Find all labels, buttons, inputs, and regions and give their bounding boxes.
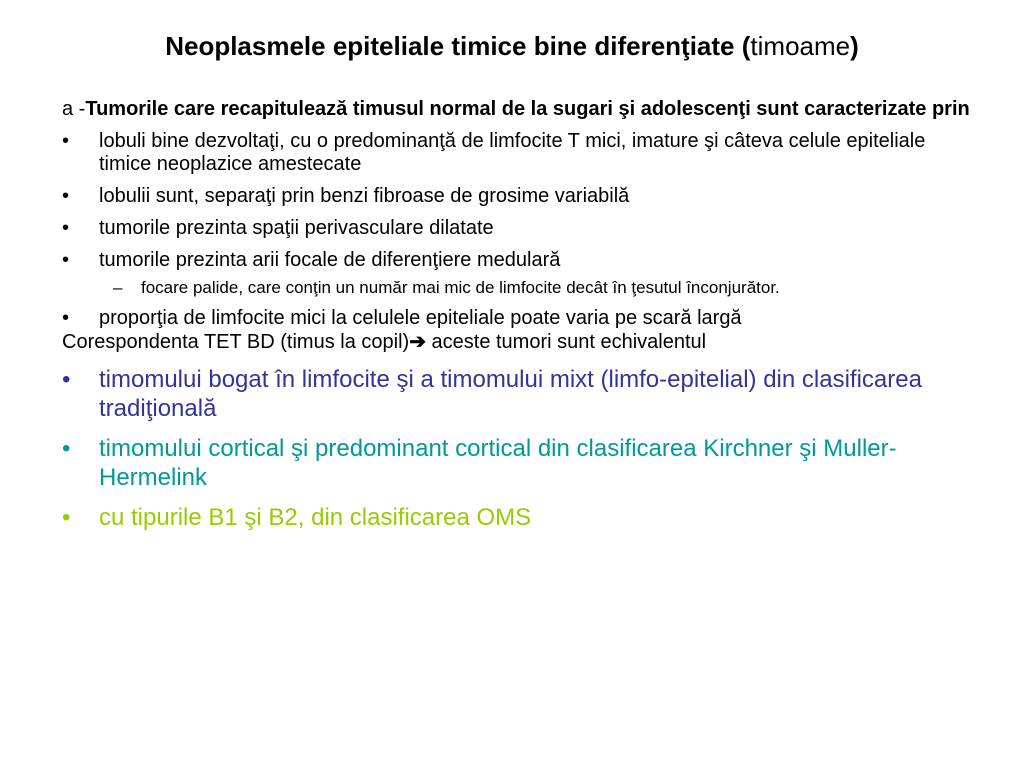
bullet-text: tumorile prezinta arii focale de diferenţiere medulară	[99, 249, 561, 271]
bullet-icon: •	[62, 435, 71, 462]
bullet-item	[62, 217, 982, 240]
bullet-icon: •	[62, 307, 70, 329]
colored-bullet-item	[62, 365, 982, 423]
bullet-icon: •	[62, 130, 70, 152]
title-close: )	[850, 31, 859, 61]
title-normal: timoame	[750, 31, 851, 61]
bullet-item	[62, 185, 982, 208]
bullet-icon: •	[62, 217, 70, 239]
dash-icon: –	[113, 278, 123, 297]
intro-prefix: a -	[62, 98, 86, 120]
bullet-icon: •	[62, 504, 71, 531]
bullet-icon: •	[62, 366, 71, 393]
correspondence-before: Corespondenta TET BD (timus la copil)	[62, 331, 410, 353]
colored-bullet-text: timomului cortical şi predominant cortical din clasificarea Kirchner şi Muller-Hermelink	[99, 435, 897, 491]
sub-bullet-item	[62, 277, 982, 298]
slide-body	[62, 98, 982, 532]
bullet-icon: •	[62, 249, 70, 271]
slide-title	[0, 28, 1024, 64]
bullet-text: proporţia de limfocite mici la celulele epiteliale poate varia pe scară largă	[99, 307, 742, 329]
bullet-text: tumorile prezinta spaţii perivasculare dilatate	[99, 217, 494, 239]
colored-bullet-item	[62, 434, 982, 492]
colored-bullet-text: timomului bogat în limfocite şi a timomului mixt (limfo-epitelial) din clasificarea tradiţională	[99, 366, 922, 422]
intro-bold: Tumorile care recapitulează timusul normal de la sugari şi adolescenţi sunt caracterizate prin	[85, 98, 970, 120]
colored-bullet-item	[62, 503, 982, 532]
arrow-right-icon: ➔	[409, 331, 426, 353]
correspondence-after: aceste tumori sunt echivalentul	[425, 331, 707, 353]
bullet-icon: •	[62, 185, 70, 207]
bullet-item	[62, 307, 982, 330]
title-bold: Neoplasmele epiteliale timice bine diferenţiate (	[165, 31, 751, 61]
bullet-item	[62, 130, 982, 176]
correspondence-line	[62, 331, 982, 354]
intro-line	[62, 98, 982, 121]
bullet-item	[62, 249, 982, 272]
sub-bullet-text: focare palide, care conţin un număr mai mic de limfocite decât în ţesutul înconjurător.	[141, 278, 780, 297]
colored-bullet-text: cu tipurile B1 şi B2, din clasificarea OMS	[99, 504, 532, 531]
bullet-text: lobuli bine dezvoltaţi, cu o predominanţă de limfocite T mici, imature şi câteva celule epiteliale timice neoplazice amestecate	[99, 130, 926, 175]
bullet-text: lobulii sunt, separaţi prin benzi fibroase de grosime variabilă	[99, 185, 630, 207]
